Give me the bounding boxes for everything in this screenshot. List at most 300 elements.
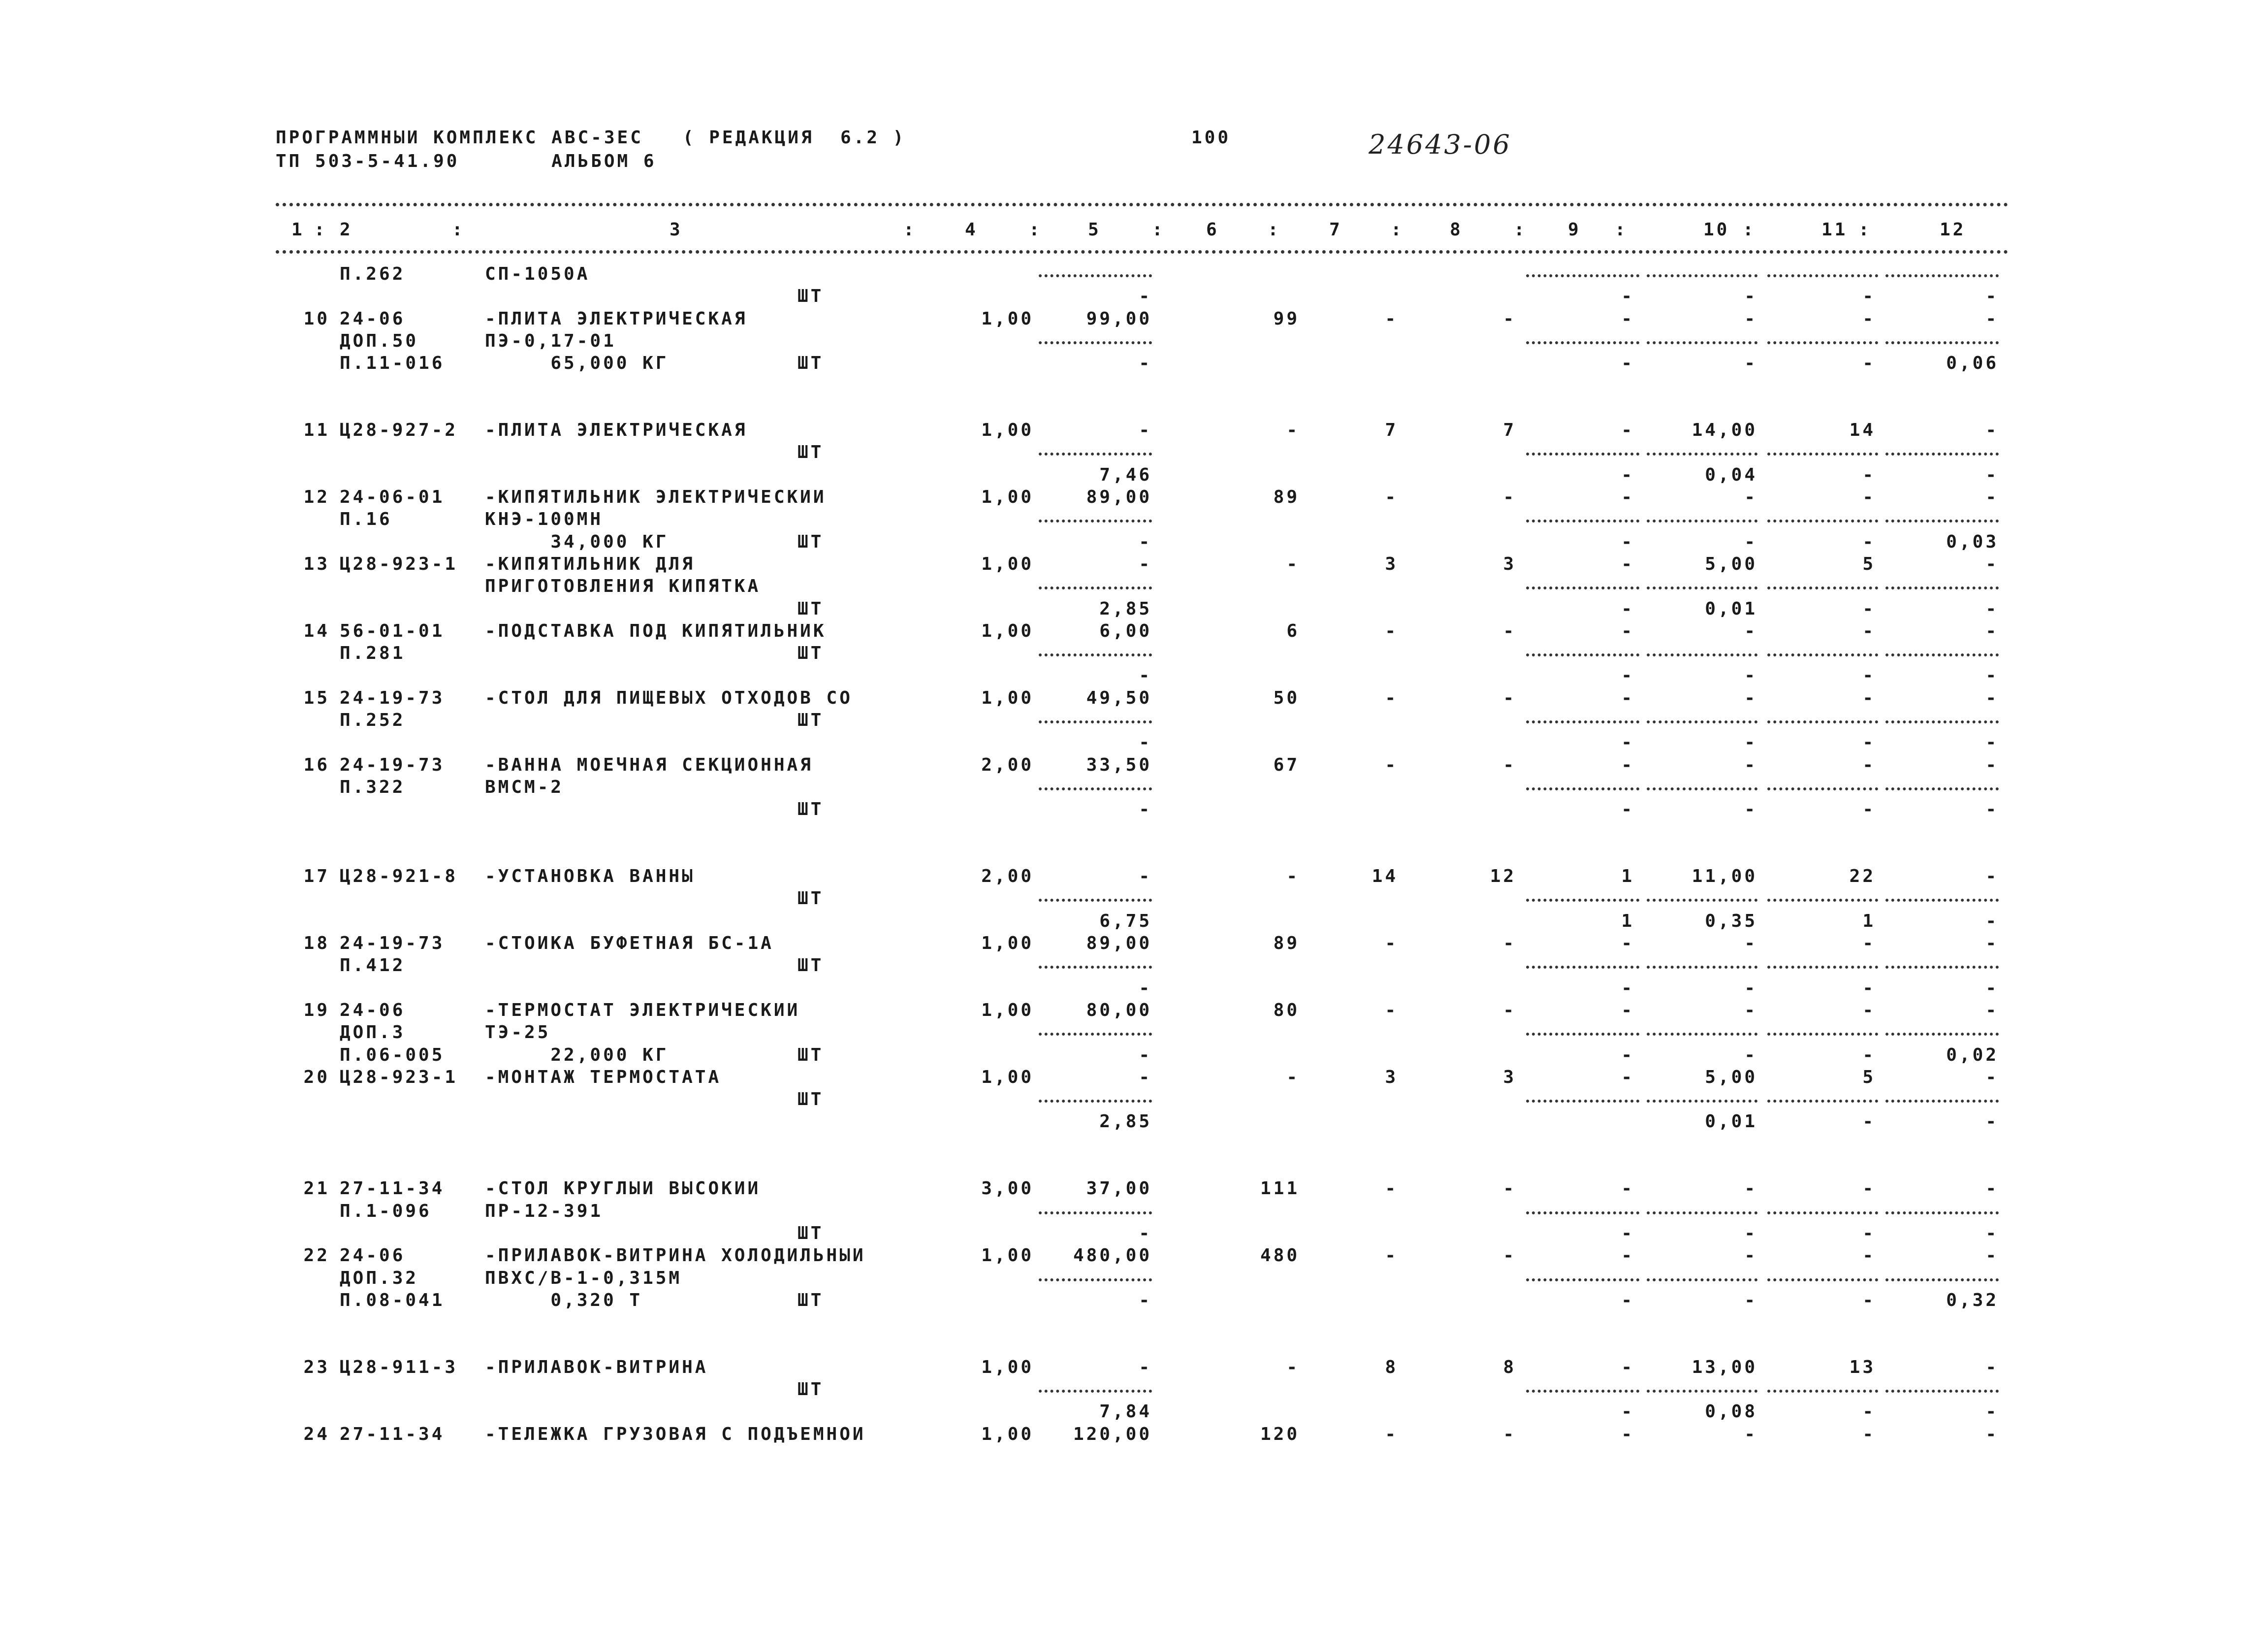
dash-line (1647, 1211, 1757, 1214)
cell-c10: - (1744, 1000, 1757, 1020)
cell-c6: 80 (1273, 1000, 1300, 1020)
cell-c4: 2,00 (981, 866, 1034, 887)
column-divider: : (903, 220, 917, 240)
cell-c4: 1,00 (981, 1245, 1034, 1266)
cell-c5: 6,75 (1099, 911, 1152, 931)
cell-c5: - (1139, 977, 1152, 998)
cell-c3b: ШТ (798, 710, 824, 730)
cell-c5: 33,50 (1086, 754, 1152, 775)
column-divider: : (1029, 220, 1042, 240)
cell-c10: - (1744, 308, 1757, 329)
cell-c11: - (1862, 1290, 1876, 1310)
dash-line (1767, 787, 1878, 790)
cell-c3: -ПРИЛАВОК-ВИТРИНА ХОЛОДИЛЬНЫИ (485, 1245, 866, 1266)
cell-c6: - (1286, 1357, 1300, 1377)
dash-line (1526, 1278, 1639, 1281)
cell-c5: - (1139, 1223, 1152, 1243)
column-header-10: 10 (1703, 220, 1730, 240)
dash-line (1526, 966, 1639, 969)
column-divider: : (1268, 220, 1281, 240)
cell-c12: - (1985, 308, 1999, 329)
dash-line (1647, 274, 1757, 277)
cell-c5: 2,85 (1099, 598, 1152, 619)
cell-c8: 3 (1503, 554, 1516, 574)
dash-line (1767, 1390, 1878, 1393)
dash-line (1526, 899, 1639, 902)
cell-c11: - (1862, 754, 1876, 775)
cell-c5: - (1139, 420, 1152, 441)
cell-c3: -ТЕЛЕЖКА ГРУЗОВАЯ С ПОДЪЕМНОИ (485, 1424, 866, 1444)
cell-c3b: ШТ (798, 442, 824, 463)
cell-c5: 80,00 (1086, 1000, 1152, 1020)
header-line-1: ПРОГРАММНЫИ КОМПЛЕКС АВС-3ЕС ( РЕДАКЦИЯ 6.2 ) (276, 128, 906, 148)
cell-c10: - (1744, 754, 1757, 775)
cell-c5: - (1139, 1290, 1152, 1310)
cell-c10: - (1744, 286, 1757, 307)
dash-line (1647, 899, 1757, 902)
column-divider: : (1514, 220, 1527, 240)
cell-c2: П.281 (340, 643, 406, 664)
cell-c3b: ШТ (798, 888, 824, 909)
cell-c4: 2,00 (981, 754, 1034, 775)
cell-c8: 8 (1503, 1357, 1516, 1377)
cell-c9: - (1621, 420, 1634, 441)
cell-c5: 480,00 (1073, 1245, 1152, 1266)
cell-c4: 1,00 (981, 620, 1034, 641)
cell-c10: - (1744, 1044, 1757, 1065)
cell-c11: - (1862, 531, 1876, 552)
cell-c3: 0,320 Т (485, 1290, 643, 1310)
cell-c2: П.16 (340, 509, 392, 530)
cell-c12: - (1985, 1401, 1999, 1422)
column-divider: : (1743, 220, 1756, 240)
dash-line (1885, 1390, 1999, 1393)
cell-c1: 12 (303, 487, 330, 507)
dash-line (1039, 1278, 1152, 1281)
cell-c10: 0,01 (1705, 598, 1757, 619)
cell-c2: 24-06-01 (340, 487, 445, 507)
cell-c10: - (1744, 1223, 1757, 1243)
cell-c12: - (1985, 977, 1999, 998)
dash-line (1039, 653, 1152, 656)
dash-line (1885, 1033, 1999, 1036)
column-header-3: 3 (670, 220, 683, 240)
dash-line (1647, 1100, 1757, 1103)
cell-c12: - (1985, 1424, 1999, 1444)
dash-line (1767, 720, 1878, 723)
cell-c8: - (1503, 620, 1516, 641)
cell-c6: - (1286, 866, 1300, 887)
cell-c12: - (1985, 754, 1999, 775)
dash-line (1885, 787, 1999, 790)
cell-c4: 3,00 (981, 1178, 1034, 1199)
cell-c3b: ШТ (798, 1379, 824, 1400)
cell-c1: 10 (303, 308, 330, 329)
cell-c12: - (1985, 487, 1999, 507)
cell-c8: - (1503, 308, 1516, 329)
cell-c11: - (1862, 1424, 1876, 1444)
cell-c11: - (1862, 933, 1876, 953)
cell-c3: -КИПЯТИЛЬНИК ЭЛЕКТРИЧЕСКИИ (485, 487, 827, 507)
cell-c10: - (1744, 933, 1757, 953)
header-separator (276, 250, 2009, 254)
cell-c8: 3 (1503, 1067, 1516, 1087)
cell-c2: Ц28-923-1 (340, 1067, 458, 1087)
cell-c3: -КИПЯТИЛЬНИК ДЛЯ (485, 554, 695, 574)
cell-c12: - (1985, 420, 1999, 441)
cell-c10: - (1744, 1245, 1757, 1266)
dash-line (1885, 341, 1999, 344)
cell-c11: - (1862, 1111, 1876, 1132)
cell-c3: ПВХС/В-1-0,315М (485, 1268, 682, 1288)
dash-line (1526, 341, 1639, 344)
dash-line (1039, 453, 1152, 456)
cell-c7: - (1385, 1178, 1398, 1199)
cell-c11: - (1862, 732, 1876, 753)
cell-c9: - (1621, 286, 1634, 307)
cell-c9: - (1621, 665, 1634, 686)
cell-c3: -СТОЛ КРУГЛЫИ ВЫСОКИИ (485, 1178, 761, 1199)
cell-c12: - (1985, 598, 1999, 619)
dash-line (1039, 1100, 1152, 1103)
cell-c3: ТЭ-25 (485, 1022, 551, 1043)
header-line-2: ТП 503-5-41.90 АЛЬБОМ 6 (276, 151, 657, 171)
cell-c11: 1 (1862, 911, 1876, 931)
dash-line (1039, 1390, 1152, 1393)
cell-c9: - (1621, 1067, 1634, 1087)
cell-c2: Ц28-921-8 (340, 866, 458, 887)
cell-c2: 27-11-34 (340, 1424, 445, 1444)
cell-c6: 480 (1260, 1245, 1300, 1266)
cell-c3b: ШТ (798, 286, 824, 307)
cell-c10: - (1744, 799, 1757, 820)
cell-c3: -МОНТАЖ ТЕРМОСТАТА (485, 1067, 722, 1087)
cell-c11: - (1862, 620, 1876, 641)
dash-line (1885, 966, 1999, 969)
cell-c2: 24-19-73 (340, 933, 445, 953)
cell-c1: 23 (303, 1357, 330, 1377)
dash-line (1647, 520, 1757, 522)
cell-c2: 24-19-73 (340, 687, 445, 708)
dash-line (1767, 274, 1878, 277)
cell-c1: 21 (303, 1178, 330, 1199)
cell-c9: 1 (1621, 866, 1634, 887)
dash-line (1767, 899, 1878, 902)
cell-c3b: ШТ (798, 1223, 824, 1243)
cell-c3: -ПОДСТАВКА ПОД КИПЯТИЛЬНИК (485, 620, 827, 641)
cell-c8: - (1503, 933, 1516, 953)
cell-c7: 3 (1385, 1067, 1398, 1087)
dash-line (1647, 1033, 1757, 1036)
column-header-2: 2 (340, 220, 353, 240)
column-header-9: 9 (1568, 220, 1581, 240)
cell-c9: - (1621, 1245, 1634, 1266)
cell-c9: - (1621, 464, 1634, 485)
cell-c8: - (1503, 687, 1516, 708)
cell-c5: 7,84 (1099, 1401, 1152, 1422)
cell-c3: СП-1050А (485, 264, 590, 284)
cell-c11: 5 (1862, 1067, 1876, 1087)
cell-c2: 27-11-34 (340, 1178, 445, 1199)
cell-c9: 1 (1621, 911, 1634, 931)
cell-c11: - (1862, 665, 1876, 686)
cell-c9: - (1621, 620, 1634, 641)
cell-c9: - (1621, 1290, 1634, 1310)
cell-c12: 0,03 (1946, 531, 1999, 552)
dash-line (1526, 274, 1639, 277)
cell-c3: 34,000 КГ (485, 531, 669, 552)
cell-c12: - (1985, 1000, 1999, 1020)
cell-c9: - (1621, 799, 1634, 820)
cell-c3: ПЭ-0,17-01 (485, 330, 616, 351)
cell-c2: 24-19-73 (340, 754, 445, 775)
cell-c3b: ШТ (798, 531, 824, 552)
cell-c11: - (1862, 687, 1876, 708)
cell-c5: - (1139, 531, 1152, 552)
cell-c1: 17 (303, 866, 330, 887)
cell-c8: - (1503, 1245, 1516, 1266)
cell-c2: П.322 (340, 777, 406, 797)
column-divider: : (1615, 220, 1628, 240)
cell-c5: - (1139, 665, 1152, 686)
cell-c7: - (1385, 308, 1398, 329)
dash-line (1647, 720, 1757, 723)
cell-c11: - (1862, 308, 1876, 329)
cell-c7: 7 (1385, 420, 1398, 441)
cell-c12: - (1985, 1245, 1999, 1266)
cell-c10: 11,00 (1692, 866, 1757, 887)
cell-c7: - (1385, 1000, 1398, 1020)
cell-c12: - (1985, 464, 1999, 485)
cell-c6: - (1286, 420, 1300, 441)
cell-c2: П.1-096 (340, 1201, 432, 1221)
cell-c11: - (1862, 286, 1876, 307)
column-header-4: 4 (965, 220, 978, 240)
cell-c9: - (1621, 554, 1634, 574)
cell-c12: - (1985, 1178, 1999, 1199)
cell-c11: 5 (1862, 554, 1876, 574)
cell-c1: 16 (303, 754, 330, 775)
cell-c3: КНЭ-100МН (485, 509, 604, 530)
cell-c12: - (1985, 1223, 1999, 1243)
column-header-8: 8 (1450, 220, 1463, 240)
cell-c5: 7,46 (1099, 464, 1152, 485)
cell-c10: - (1744, 487, 1757, 507)
cell-c3: ПРИГОТОВЛЕНИЯ КИПЯТКА (485, 576, 761, 597)
dash-line (1039, 341, 1152, 344)
dash-line (1885, 453, 1999, 456)
dash-line (1767, 1211, 1878, 1214)
cell-c9: - (1621, 353, 1634, 374)
dash-line (1767, 586, 1878, 589)
cell-c10: 0,08 (1705, 1401, 1757, 1422)
cell-c3: -ВАННА МОЕЧНАЯ СЕКЦИОННАЯ (485, 754, 813, 775)
cell-c10: - (1744, 687, 1757, 708)
cell-c5: 49,50 (1086, 687, 1152, 708)
cell-c9: - (1621, 1424, 1634, 1444)
dash-line (1885, 1278, 1999, 1281)
cell-c8: - (1503, 1424, 1516, 1444)
cell-c12: - (1985, 866, 1999, 887)
cell-c5: 2,85 (1099, 1111, 1152, 1132)
cell-c4: 1,00 (981, 687, 1034, 708)
column-divider: : (314, 220, 327, 240)
column-divider: : (1391, 220, 1404, 240)
cell-c6: 99 (1273, 308, 1300, 329)
dash-line (1885, 653, 1999, 656)
cell-c4: 1,00 (981, 420, 1034, 441)
cell-c9: - (1621, 1223, 1634, 1243)
dash-line (1647, 787, 1757, 790)
dash-line (1647, 341, 1757, 344)
cell-c5: - (1139, 554, 1152, 574)
cell-c2: Ц28-911-3 (340, 1357, 458, 1377)
dash-line (1885, 520, 1999, 522)
column-header-5: 5 (1088, 220, 1101, 240)
dash-line (1039, 787, 1152, 790)
cell-c9: - (1621, 754, 1634, 775)
cell-c3b: ШТ (798, 353, 824, 374)
cell-c3: -СТОЛ ДЛЯ ПИЩЕВЫХ ОТХОДОВ СО (485, 687, 853, 708)
cell-c5: 89,00 (1086, 487, 1152, 507)
cell-c10: 13,00 (1692, 1357, 1757, 1377)
cell-c2: П.08-041 (340, 1290, 445, 1310)
cell-c2: ДОП.32 (340, 1268, 419, 1288)
cell-c2: П.06-005 (340, 1044, 445, 1065)
column-header-12: 12 (1940, 220, 1966, 240)
dash-line (1039, 966, 1152, 969)
dash-line (1039, 520, 1152, 522)
cell-c11: - (1862, 1000, 1876, 1020)
cell-c10: - (1744, 1424, 1757, 1444)
cell-c5: 99,00 (1086, 308, 1152, 329)
dash-line (1885, 899, 1999, 902)
cell-c11: - (1862, 977, 1876, 998)
dash-line (1039, 899, 1152, 902)
cell-c5: - (1139, 286, 1152, 307)
cell-c3: -УСТАНОВКА ВАННЫ (485, 866, 695, 887)
cell-c1: 15 (303, 687, 330, 708)
cell-c12: - (1985, 1111, 1999, 1132)
cell-c2: П.412 (340, 955, 406, 976)
cell-c3b: ШТ (798, 643, 824, 664)
cell-c6: 89 (1273, 487, 1300, 507)
cell-c11: - (1862, 799, 1876, 820)
dash-line (1767, 1100, 1878, 1103)
cell-c9: - (1621, 1178, 1634, 1199)
cell-c2: 24-06 (340, 308, 406, 329)
dash-line (1647, 966, 1757, 969)
cell-c3: 22,000 КГ (485, 1044, 669, 1065)
cell-c1: 13 (303, 554, 330, 574)
cell-c12: - (1985, 799, 1999, 820)
cell-c5: 89,00 (1086, 933, 1152, 953)
cell-c5: - (1139, 1044, 1152, 1065)
cell-c8: - (1503, 487, 1516, 507)
cell-c3: -ПРИЛАВОК-ВИТРИНА (485, 1357, 708, 1377)
dash-line (1039, 1033, 1152, 1036)
cell-c1: 19 (303, 1000, 330, 1020)
cell-c11: - (1862, 464, 1876, 485)
cell-c8: - (1503, 1000, 1516, 1020)
dash-line (1767, 966, 1878, 969)
cell-c9: - (1621, 1401, 1634, 1422)
dash-line (1885, 1211, 1999, 1214)
cell-c9: - (1621, 308, 1634, 329)
cell-c9: - (1621, 933, 1634, 953)
cell-c11: - (1862, 598, 1876, 619)
dash-line (1526, 720, 1639, 723)
dash-line (1526, 1390, 1639, 1393)
cell-c7: - (1385, 487, 1398, 507)
cell-c9: - (1621, 1357, 1634, 1377)
cell-c1: 11 (303, 420, 330, 441)
cell-c9: - (1621, 598, 1634, 619)
cell-c4: 1,00 (981, 1067, 1034, 1087)
cell-c6: 111 (1260, 1178, 1300, 1199)
dash-line (1647, 1390, 1757, 1393)
cell-c11: 22 (1849, 866, 1876, 887)
dash-line (1039, 586, 1152, 589)
dash-line (1526, 1211, 1639, 1214)
cell-c12: 0,06 (1946, 353, 1999, 374)
cell-c4: 1,00 (981, 1000, 1034, 1020)
cell-c7: 3 (1385, 554, 1398, 574)
cell-c8: 7 (1503, 420, 1516, 441)
dash-line (1767, 1033, 1878, 1036)
cell-c1: 14 (303, 620, 330, 641)
cell-c10: 0,01 (1705, 1111, 1757, 1132)
cell-c12: - (1985, 1357, 1999, 1377)
cell-c9: - (1621, 732, 1634, 753)
cell-c9: - (1621, 1044, 1634, 1065)
cell-c3: -СТОИКА БУФЕТНАЯ БС-1А (485, 933, 774, 953)
dash-line (1526, 586, 1639, 589)
cell-c9: - (1621, 1000, 1634, 1020)
cell-c2: Ц28-927-2 (340, 420, 458, 441)
dash-line (1039, 1211, 1152, 1214)
cell-c7: - (1385, 687, 1398, 708)
cell-c9: - (1621, 487, 1634, 507)
cell-c3b: ШТ (798, 1044, 824, 1065)
cell-c1: 24 (303, 1424, 330, 1444)
cell-c2: Ц28-923-1 (340, 554, 458, 574)
dash-line (1647, 1278, 1757, 1281)
cell-c10: 5,00 (1705, 554, 1757, 574)
cell-c2: П.252 (340, 710, 406, 730)
cell-c3b: ШТ (798, 799, 824, 820)
cell-c4: 1,00 (981, 1424, 1034, 1444)
cell-c1: 18 (303, 933, 330, 953)
cell-c7: 14 (1372, 866, 1398, 887)
dash-line (1767, 1278, 1878, 1281)
cell-c8: - (1503, 1178, 1516, 1199)
dash-line (1767, 653, 1878, 656)
cell-c2: ДОП.3 (340, 1022, 406, 1043)
column-divider: : (452, 220, 465, 240)
cell-c5: 37,00 (1086, 1178, 1152, 1199)
cell-c5: 120,00 (1073, 1424, 1152, 1444)
cell-c12: - (1985, 687, 1999, 708)
dash-line (1885, 586, 1999, 589)
cell-c1: 22 (303, 1245, 330, 1266)
cell-c3: -ПЛИТА ЭЛЕКТРИЧЕСКАЯ (485, 420, 748, 441)
cell-c2: 24-06 (340, 1245, 406, 1266)
cell-c3b: ШТ (798, 955, 824, 976)
cell-c5: - (1139, 1357, 1152, 1377)
cell-c5: - (1139, 732, 1152, 753)
cell-c3: ВМСМ-2 (485, 777, 564, 797)
